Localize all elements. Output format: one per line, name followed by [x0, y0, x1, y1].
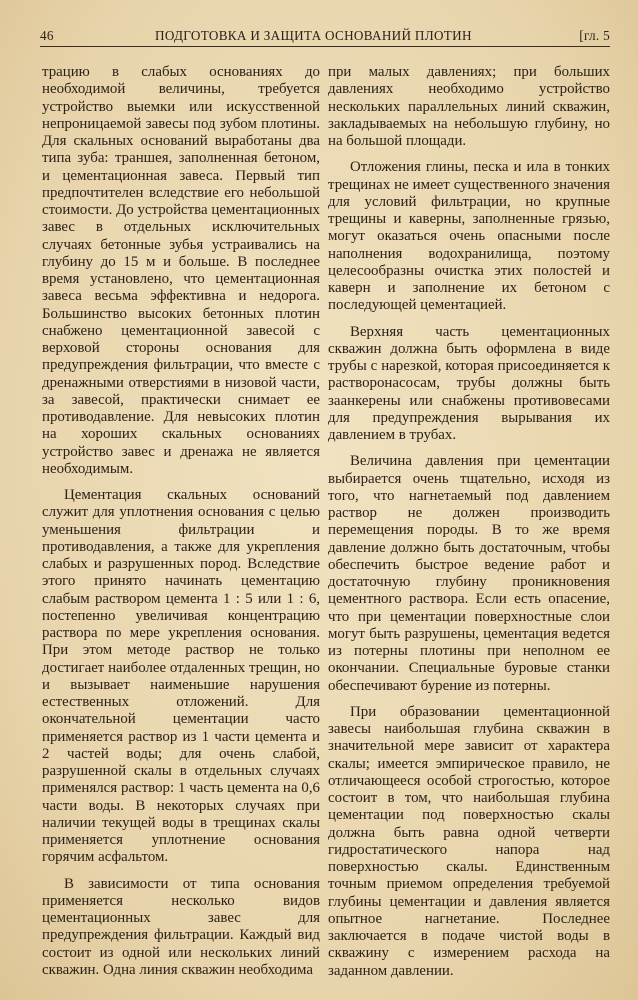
page-number: 46 [40, 28, 54, 43]
running-header [40, 24, 610, 47]
paragraph: трацию в слабых основаниях до необходимой величины, требуется устройство выемки или искусственной непроницаемой завесы под зубом плотины. Для скальных оснований выработаны два типа зуба: траншея, заполненная бетоном, и цементационная завеса. Первый тип предпочтителен вследствие его небольшой стоимости. До устройства цементационных завес в отдельных исключительных случаях бетонные зубья устраивались на глубину до 15 м и больше. В последнее время установлено, что цементационная завеса весьма эффективна и недорога. Большинство высоких бетонных плотин снабжено цементационной завесой с верховой стороны основания для предупреждения фильтрации, что вместе с дренажными отверстиями в низовой части, за завесой, практически снимает ее противодавление. Для невысоких плотин на хороших скальных основаниях устройство завес и дренажа не является необходимым. [42, 64, 320, 477]
right-column [328, 64, 610, 989]
paragraph: Отложения глины, песка и ила в тонких трещинах не имеет существенного значения для условий фильтрации, но крупные трещины и каверны, заполненные грязью, могут оказаться очень опасными после наполнения водохранилища, поэтому целесообразны очистка этих полостей и каверн и заполнение их бетоном с последующей цементацией. [328, 159, 610, 314]
chapter-label: [гл. 5 [579, 28, 610, 43]
paragraph: В зависимости от типа основания применяется несколько видов цементационных завес для предупреждения фильтрации. Каждый вид состоит из одной или нескольких линий скважин. Одна линия скважин необходима [42, 875, 320, 978]
paragraph: Цементация скальных оснований служит для уплотнения основания с целью уменьшения фильтрации и противодавления, а также для укрепления слабых и разрушенных пород. Вследствие этого принято начинать цементацию слабым раствором цемента 1 : 5 или 1 : 6, постепенно увеличивая концентрацию раствора по мере укрепления основания. При этом методе раствор не только достигает наиболее отдаленных трещин, но и вызывает наименьшие нарушения естественных отложений. Для окончательной цементации часто применяется раствор из 1 части цемента и 2 частей воды; для очень слабой, разрушенной скалы в отдельных случаях применялся раствор: 1 часть цемента на 0,6 части воды. В некоторых случаях при наличии текущей воды в трещинах скалы применяется уплотнение основания горячим асфальтом. [42, 487, 320, 866]
paragraph: Величина давления при цементации выбирается очень тщательно, исходя из того, что нагнетаемый под давлением раствор не должен производить перемещения породы. В то же время давление должно быть достаточным, чтобы обеспечить быстрое ведение работ и достаточную глубину проникновения цементного раствора. Если есть опасение, что при цементации поверхностные слои могут быть разрушены, цементация ведется из потерны плотины при неполном ее окончании. Специальные буровые станки обеспечивают бурение из потерны. [328, 453, 610, 694]
left-column [42, 64, 320, 988]
paragraph: При образовании цементационной завесы наибольшая глубина скважин в значительной мере зависит от характера скалы; имеется эмпирическое правило, не отличающееся особой строгостью, которое состоит в том, что наибольшая глубина цементации под поверхностью скалы должна быть равна одной четверти гидростатического напора над поверхностью скалы. Единственным точным приемом определения требуемой глубины цементации и давления является опытное нагнетание. Последнее заключается в подаче чистой воды в скважину с измерением расхода на заданном давлении. [328, 703, 610, 979]
paragraph: Верхняя часть цементационных скважин должна быть оформлена в виде трубы с нарезкой, которая присоединяется к растворонасосам, трубы должны быть заанкерены или снабжены противовесами для предупреждения вырывания их давлением в трубах. [328, 323, 610, 443]
running-title: ПОДГОТОВКА И ЗАЩИТА ОСНОВАНИЙ ПЛОТИН [155, 28, 472, 43]
paragraph: при малых давлениях; при больших давлениях необходимо устройство нескольких параллельных линий скважин, закладываемых на небольшую глубину, но на большой площади. [328, 64, 610, 149]
